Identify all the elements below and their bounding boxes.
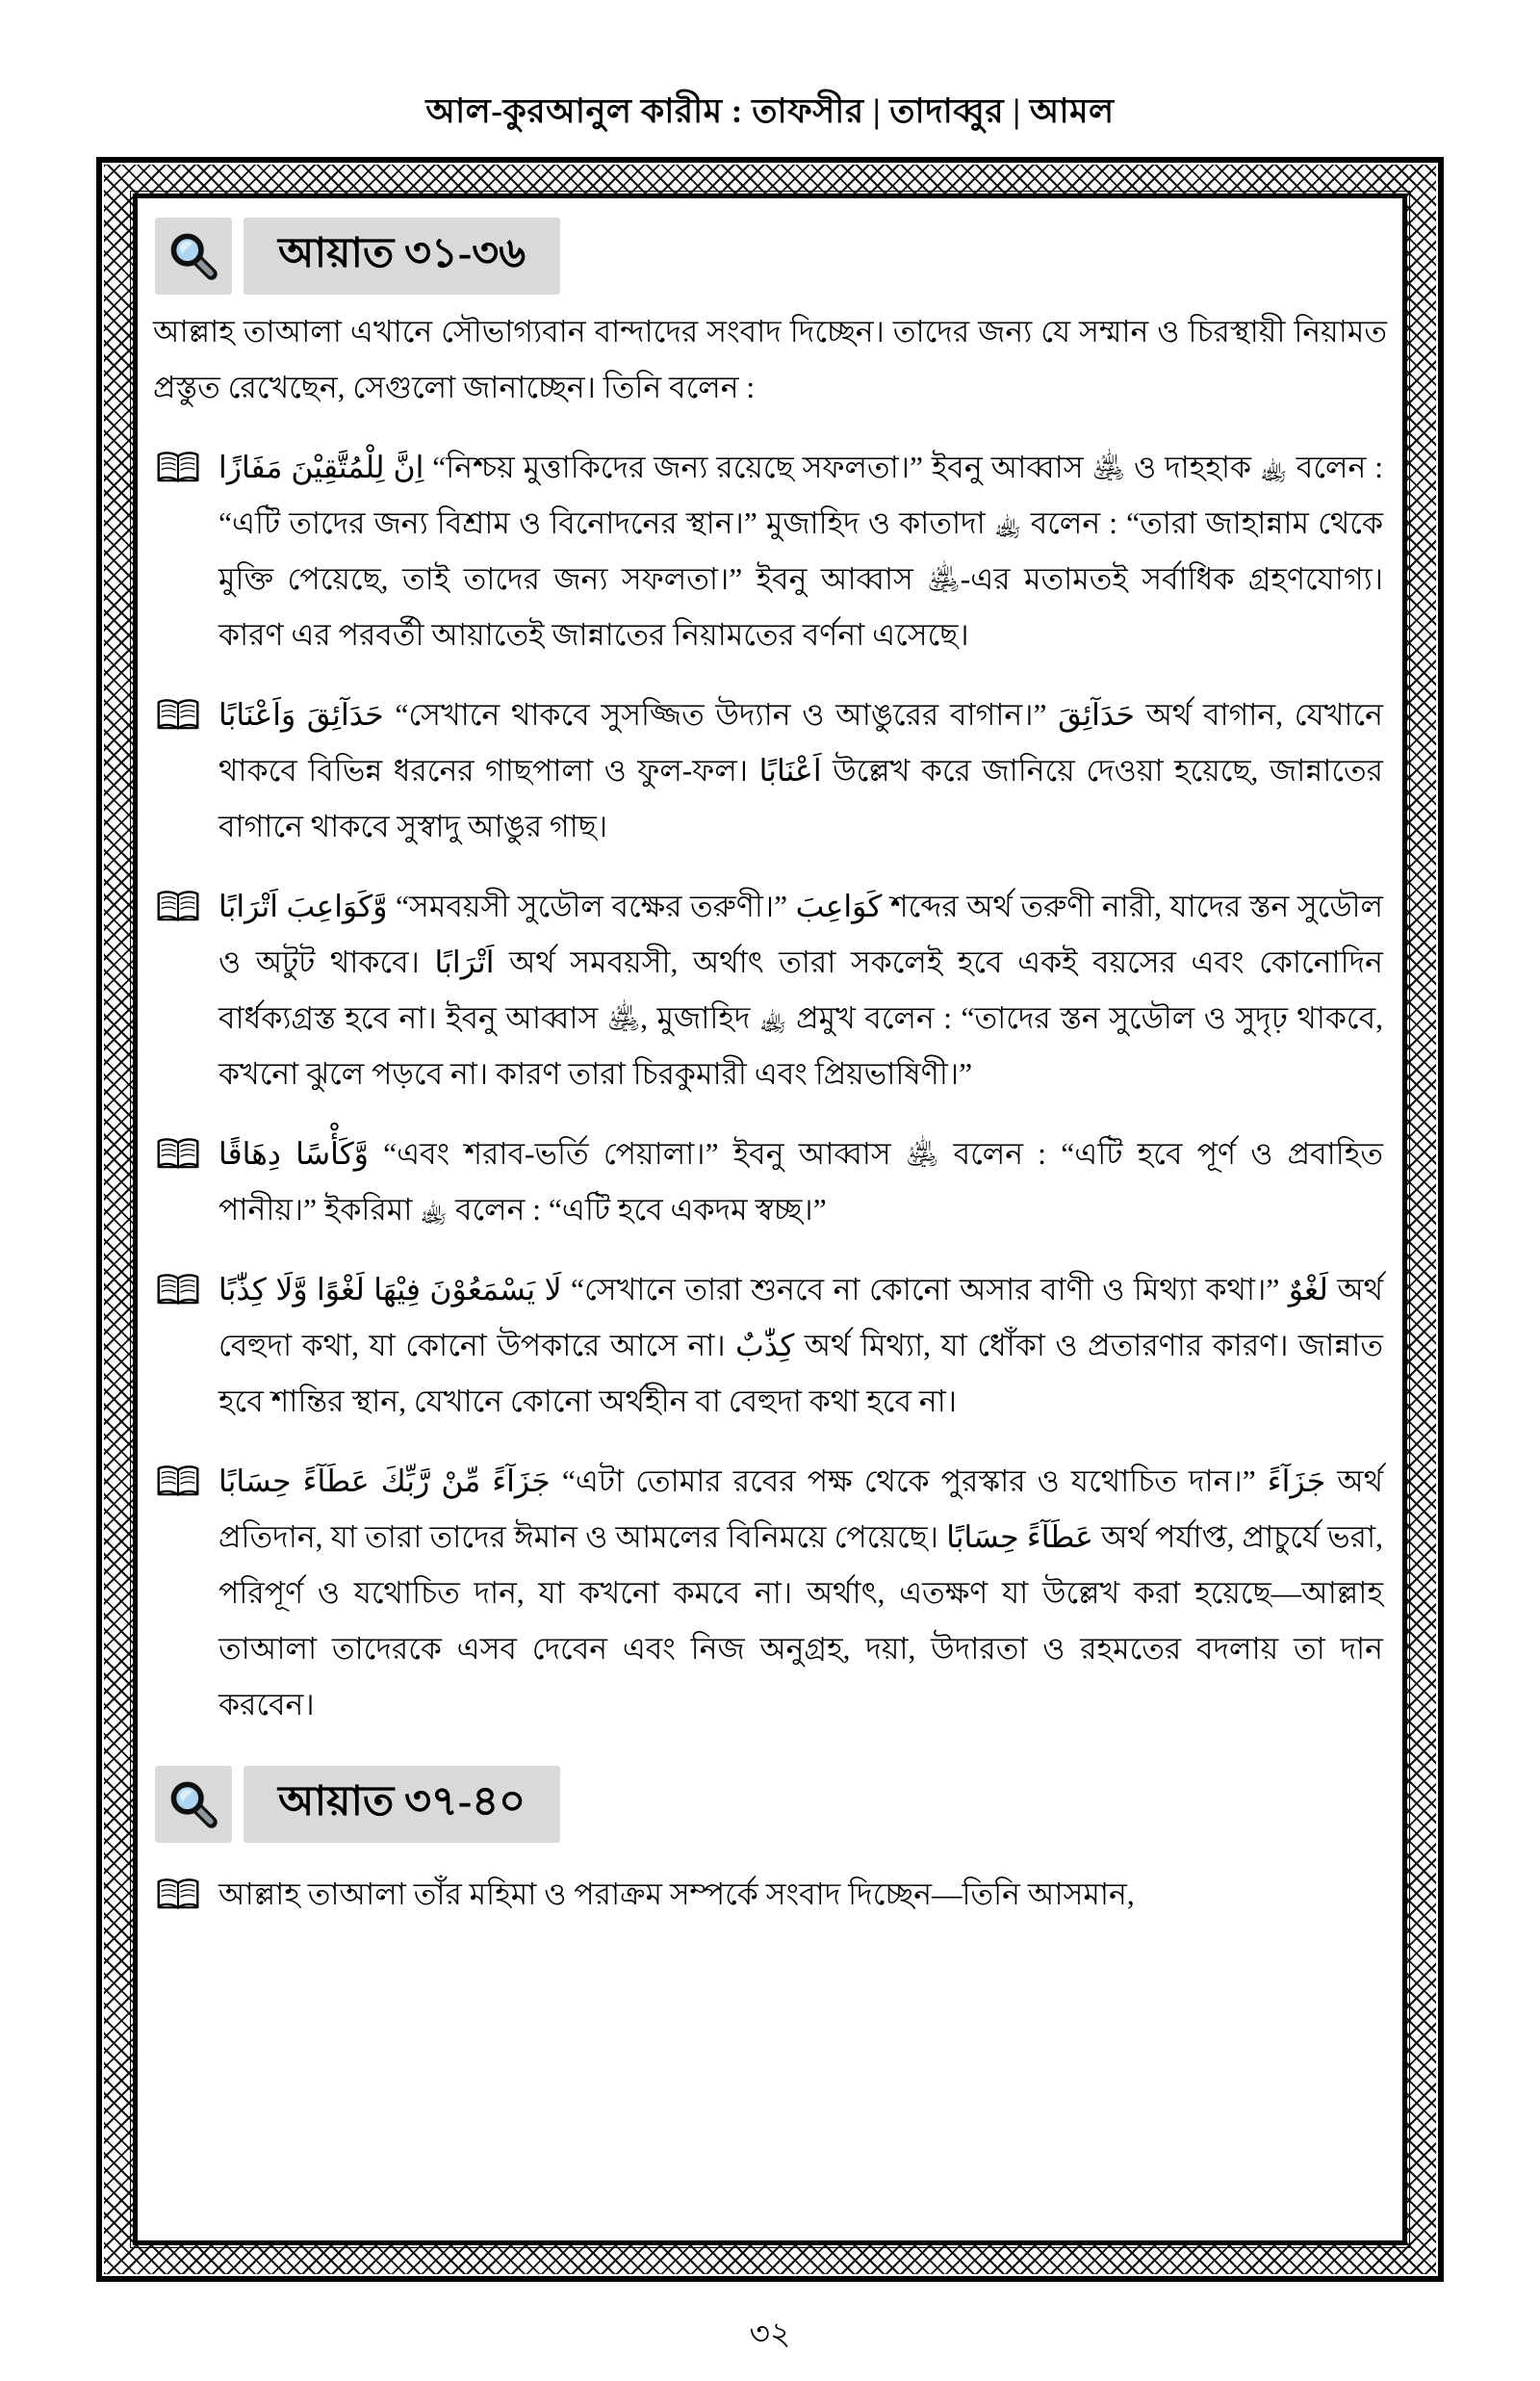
tafsir-point-text: وَّكَوَاعِبَ اَتْرَابًا “সমবয়সী সুডৌল বক্ষের তরুণী।” كَوَاعِبَ শব্দের অর্থ তরুণী নারী, যাদের স্তন সুডৌল ও অটুট থাকবে। اَتْرَابًا অর্থ সমবয়সী, অর্থাৎ তারা সকলেই হবে একই বয়সের এবং কোনোদিন বার্ধক্যগ্রস্ত হবে না। ইবনু আব্বাস ﵁, মুজাহিদ ﵀ প্রমুখ বলেন : “তাদের স্তন সুডৌল ও সুদৃঢ় থাকবে, কখনো ঝুলে পড়বে না। কারণ তারা চিরকুমারী এবং প্রিয়ভাষিণী।” <box>218 890 1384 1091</box>
open-book-icon <box>155 1876 201 1914</box>
tafsir-point-1 <box>155 440 1383 663</box>
tafsir-point-text: اِنَّ لِلْمُتَّقِيْنَ مَفَازًا “নিশ্চয় মুত্তাকিদের জন্য রয়েছে সফলতা।” ইবনু আব্বাস ﵁ ও দাহহাক ﵀ বলেন : “এটি তাদের জন্য বিশ্রাম ও বিনোদনের স্থান।” মুজাহিদ ও কাতাদা ﵀ বলেন : “তারা জাহান্নাম থেকে মুক্তি পেয়েছে, তাই তাদের জন্য সফলতা।” ইবনু আব্বাস ﵁-এর মতামতই সর্বাধিক গ্রহণযোগ্য। কারণ এর পরবর্তী আয়াতেই জান্নাতের নিয়ামতের বর্ণনা এসেছে। <box>218 451 1383 652</box>
tafsir-point-text: وَّكَأْسًا دِهَاقًا “এবং শরাব-ভর্তি পেয়ালা।” ইবনু আব্বাস ﵁ বলেন : “এটি হবে পূর্ণ ও প্রবাহিত পানীয়।” ইকরিমা ﵀ বলেন : “এটি হবে একদম স্বচ্ছ।” <box>218 1137 1383 1227</box>
open-book-icon <box>155 449 201 487</box>
open-book-icon <box>155 1271 201 1309</box>
frame-ornament-band <box>104 165 1436 2274</box>
running-head-title: আল-কুরআনুল কারীম : তাফসীর | তাদাব্বুর | আমল <box>425 92 1115 130</box>
intro-paragraph: আল্লাহ তাআলা এখানে সৌভাগ্যবান বান্দাদের সংবাদ দিচ্ছেন। তাদের জন্য যে সম্মান ও চিরস্থায়ী নিয়ামত প্রস্তুত রেখেছেন, সেগুলো জানাচ্ছেন। তিনি বলেন : <box>153 315 1387 404</box>
magnifier-icon <box>155 218 232 295</box>
section-heading-1 <box>155 218 1387 295</box>
section-heading-label: আয়াত ৩৭-৪০ <box>244 1766 560 1843</box>
section-heading-2 <box>155 1766 1387 1843</box>
open-book-icon <box>155 696 201 735</box>
tafsir-point-7 <box>155 1867 1383 1923</box>
tafsir-point-text: حَدَآئِقَ وَاَعْنَابًا “সেখানে থাকবে সুসজ্জিত উদ্যান ও আঙুরের বাগান।” حَدَآئِقَ অর্থ বাগান, যেখানে থাকবে বিভিন্ন ধরনের গাছপালা ও ফুল-ফল। اَعْنَابًا উল্লেখ করে জানিয়ে দেওয়া হয়েছে, জান্নাতের বাগানে থাকবে সুস্বাদু আঙুর গাছ। <box>218 698 1384 843</box>
open-book-icon <box>155 888 201 926</box>
tafsir-point-4 <box>155 1126 1383 1238</box>
tafsir-point-text: جَزَآءً مِّنْ رَّبِّكَ عَطَآءً حِسَابًا “এটা তোমার রবের পক্ষ থেকে পুরস্কার ও যথোচিত দান।” جَزَآءً অর্থ প্রতিদান, যা তারা তাদের ঈমান ও আমলের বিনিময়ে পেয়েছে। عَطَآءً حِسَابًا অর্থ পর্যাপ্ত, প্রাচুর্যে ভরা, পরিপূর্ণ ও যথোচিত দান, যা কখনো কমবে না। অর্থাৎ, এতক্ষণ যা উল্লেখ করা হয়েছে—আল্লাহ তাআলা তাদেরকে এসব দেবেন এবং নিজ অনুগ্রহ, দয়া, উদারতা ও রহমতের বদলায় তা দান করবেন। <box>218 1464 1383 1721</box>
section-heading-label: আয়াত ৩১-৩৬ <box>244 218 560 295</box>
page-content <box>133 194 1407 2245</box>
open-book-icon <box>155 1462 201 1501</box>
magnifier-icon <box>155 1766 232 1843</box>
ornamental-frame <box>96 157 1444 2282</box>
tafsir-point-text: আল্লাহ তাআলা তাঁর মহিমা ও পরাক্রম সম্পর্কে সংবাদ দিচ্ছেন—তিনি আসমান, <box>218 1877 1135 1911</box>
page-number: ৩২ <box>749 2317 791 2352</box>
tafsir-point-6 <box>155 1454 1383 1733</box>
tafsir-point-5 <box>155 1262 1383 1430</box>
tafsir-point-text: لَا يَسْمَعُوْنَ فِيْهَا لَغْوًا وَّلَا كِذّٰبًا “সেখানে তারা শুনবে না কোনো অসার বাণী ও মিথ্যা কথা।” لَغْوٌ অর্থ বেহুদা কথা, যা কোনো উপকারে আসে না। كِذّٰبٌ অর্থ মিথ্যা, যা ধোঁকা ও প্রতারণার কারণ। জান্নাত হবে শান্তির স্থান, যেখানে কোনো অর্থহীন বা বেহুদা কথা হবে না। <box>218 1273 1384 1418</box>
open-book-icon <box>155 1135 201 1174</box>
tafsir-point-2 <box>155 687 1383 855</box>
tafsir-point-3 <box>155 879 1383 1102</box>
